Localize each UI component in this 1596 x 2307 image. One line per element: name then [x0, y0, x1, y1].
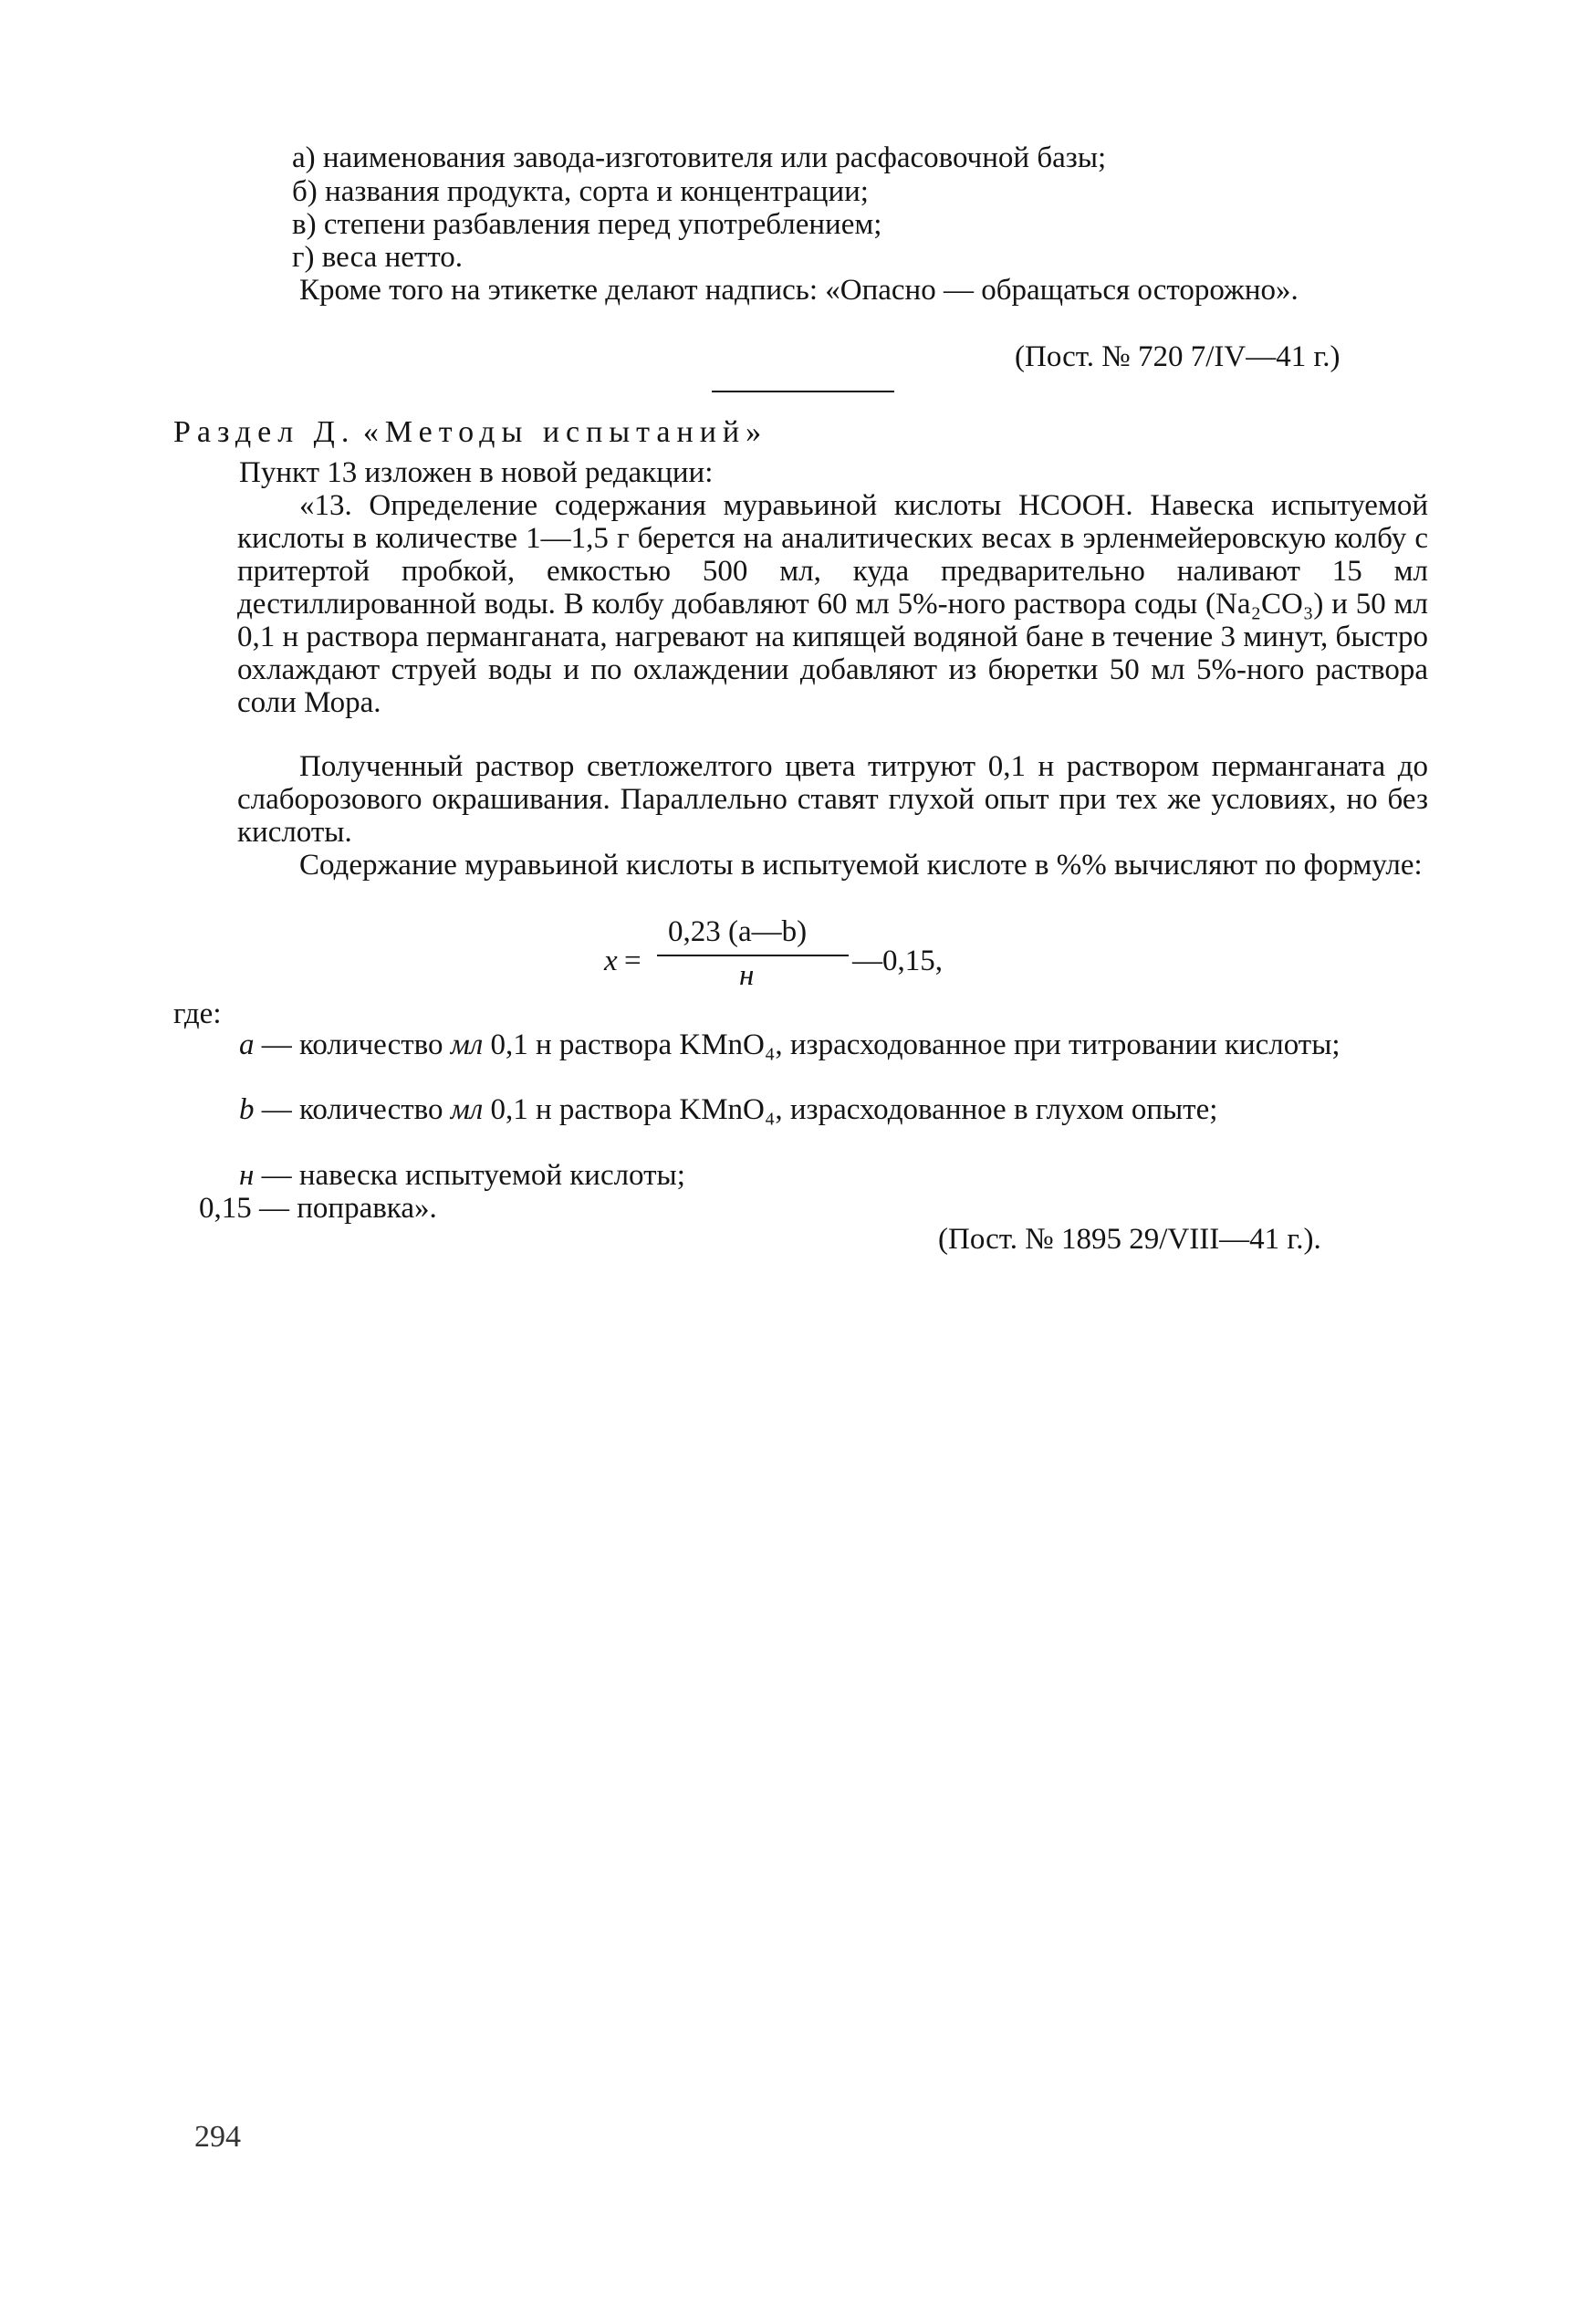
item-note: Пункт 13 изложен в новой редакции:	[239, 456, 714, 489]
fraction-bar	[657, 955, 849, 956]
definition-a	[239, 1028, 1425, 1061]
definition-text: — поправка».	[251, 1192, 437, 1225]
formula-numerator: 0,23 (a—b)	[668, 915, 808, 948]
section-prefix: Раздел Д.	[173, 415, 356, 449]
definition-text: — количество	[254, 1093, 451, 1126]
definition-symbol: a	[239, 1028, 255, 1061]
definition-n	[239, 1159, 1425, 1192]
definition-correction	[199, 1192, 1385, 1225]
calculation-paragraph: Содержание муравьиной кислоты в испытуемой кислоте в %% вычисляют по формуле:	[299, 849, 1423, 882]
definition-text: 0,1 н раствора KMnO₄, израсходованное при титровании кислоты;	[483, 1028, 1340, 1061]
decree-reference: (Пост. № 1895 29/VIII—41 г.).	[938, 1223, 1321, 1256]
formula-denominator: н	[739, 959, 755, 992]
definition-symbol: 0,15	[199, 1192, 252, 1225]
formula-equals: =	[624, 945, 642, 977]
where-label: где:	[173, 997, 222, 1030]
list-item: а) наименования завода-изготовителя или расфасовочной базы;	[292, 141, 1107, 174]
formula-lhs: x	[604, 945, 618, 977]
section-heading	[173, 415, 767, 450]
list-item: в) степени разбавления перед употреблением;	[292, 208, 882, 241]
definition-text: 0,1 н раствора KMnO₄, израсходованное в глухом опыте;	[483, 1093, 1218, 1126]
page-number: 294	[194, 2120, 241, 2154]
list-item: б) названия продукта, сорта и концентрации;	[292, 175, 869, 208]
formula-tail: —0,15,	[852, 945, 943, 977]
definition-text: — навеска испытуемой кислоты;	[254, 1159, 685, 1192]
label-note: Кроме того на этикетке делают надпись: «Опасно — обращаться осторожно».	[299, 274, 1299, 307]
list-item: г) веса нетто.	[292, 241, 464, 274]
definition-symbol: b	[239, 1093, 255, 1126]
definition-unit: мл	[450, 1093, 484, 1126]
definition-unit: мл	[450, 1028, 484, 1061]
definition-b	[239, 1093, 1425, 1126]
titration-paragraph: Полученный раствор светложелтого цвета титруют 0,1 н раствором перманганата до слаборозового окрашивания. Параллельно ставят глухой опыт при тех же условиях, но без кислоты.	[237, 750, 1428, 849]
separator-line	[712, 391, 894, 392]
formula	[604, 915, 987, 1002]
decree-reference: (Пост. № 720 7/IV—41 г.)	[1015, 340, 1340, 373]
section-title: «Методы испытаний»	[362, 415, 768, 449]
method-paragraph: «13. Определение содержания муравьиной кислоты НСООН. Навеска испытуемой кислоты в количестве 1—1,5 г берется на аналитических весах в эрленмейеровскую колбу с притертой пробкой, емкостью 500 мл, куда предварительно наливают 15 мл дестиллированной воды. В колбу добавляют 60 мл 5%-ного раствора соды (Na₂CO₃) и 50 мл 0,1 н раствора перманганата, нагревают на кипящей водяной бане в течение 3 минут, быстро охлаждают струей воды и по охлаждении добавляют из бюретки 50 мл 5%-ного раствора соли Мора.	[237, 489, 1428, 719]
definition-symbol: н	[239, 1159, 255, 1192]
definition-text: — количество	[254, 1028, 451, 1061]
